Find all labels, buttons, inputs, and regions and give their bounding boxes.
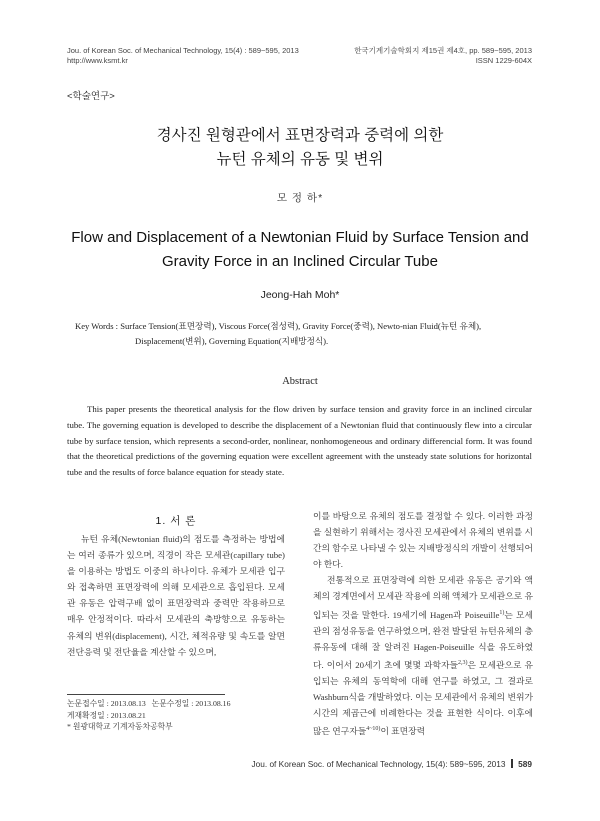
- revised-date: 논문수정일 : 2013.08.16: [151, 699, 231, 708]
- citation-2: 2,3): [458, 659, 468, 666]
- right-paragraph-2-part-c: 은 모세관으로 유입되는 유체의 동역학에 대해 연구를 하였고, 그 결과로 Washburn식을 개발하였다. 이는 모세관에서 유체의 변위가 시간의 제곱근에 비례한다는 것을 표현한 식이다. 이후에 많은 연구자들: [313, 659, 533, 736]
- page-footer: [251, 759, 532, 769]
- journal-issn: ISSN 1229-604X: [475, 56, 532, 65]
- title-en: [0, 226, 600, 274]
- author-ko: 모 정 하*: [276, 192, 324, 204]
- journal-url[interactable]: http://www.ksmt.kr: [67, 56, 128, 65]
- title-en-line1: Flow and Displacement of a Newtonian Fluid by Surface Tension and: [71, 229, 529, 246]
- abstract-heading: Abstract: [282, 376, 318, 387]
- journal-header-right: [354, 46, 532, 66]
- left-paragraph: 뉴턴 유체(Newtonian fluid)의 점도를 측정하는 방법에는 여러 종류가 있으며, 직경이 작은 모세관(capillary tube)을 이용하는 방법도 이중의 하나이다. 유체가 모세관 입구와 접촉하면 표면장력에 의해 모세관으로 흡입된다. 모세관 유동은 압력구배 없이 표면장력과 중력만 작용하므로 매우 안정적이다. 따라서 모세관의 축방향으로 유동하는 유체의 변위(displacement), 시간, 체적유량 및 속도를 알면 전단응력 및 전단율을 계산할 수 있으며,: [67, 534, 285, 657]
- footnotes: [67, 698, 297, 733]
- title-ko-line2: 뉴턴 유체의 유동 및 변위: [216, 151, 384, 168]
- section-heading: 1. 서 론: [155, 515, 197, 527]
- abstract-text: This paper presents the theoretical analysis for the flow driven by surface tension and gravity force in an inclined circular tube. The governing equation is developed to describe the displacement of a Newtonian fluid that continuously flew into a circular tube by surface tension, which represents a second-order, nonlinear, nonhomogeneous and ordinary differencial form. It was found that the theoretical predictions of the governing equation were excellent agreement with the unsteady state solutions for horizontal tube and the results of force balance equation for steady state.: [67, 404, 532, 478]
- right-paragraph-2-part-b: 는 모세관의 점성유동을 연구하였으며, 완전 발달된 뉴턴유체의 층류유동에 대해 잘 알려진 Hagen-Poiseuille 식을 유도하였다. 이어서 20세기 초에 몇몇 과학자들: [313, 609, 533, 670]
- article-type: <학술연구>: [67, 91, 115, 102]
- keywords-line2: Displacement(변위), Governing Equation(지배방정식).: [135, 335, 329, 346]
- accepted-date: 게재확정일 : 2013.08.21: [67, 710, 146, 720]
- footer-citation: Jou. of Korean Soc. of Mechanical Technology, 15(4): 589~595, 2013: [251, 759, 506, 769]
- title-ko-line1: 경사진 원형관에서 표면장력과 중력에 의한: [156, 127, 444, 144]
- title-ko: [0, 124, 600, 172]
- journal-header-left: [67, 46, 299, 66]
- keywords-label: Key Words :: [75, 321, 119, 331]
- footer-separator: [511, 759, 513, 768]
- right-paragraph-1: 이를 바탕으로 유체의 점도를 결정할 수 있다. 이러한 과정을 실현하기 위해서는 경사진 모세관에서 유체의 변위를 시간의 함수로 나타낼 수 있는 지배방정식의 개발이 선행되어야 한다.: [313, 511, 533, 570]
- right-paragraph-2-part-d: 이 표면장력: [380, 725, 426, 736]
- left-column: [67, 531, 285, 660]
- page-number: 589: [518, 759, 532, 769]
- right-paragraph-2: [313, 572, 533, 739]
- citation-3: 4~10): [366, 726, 381, 733]
- keywords-line1: Surface Tension(표면장력), Viscous Force(점성력), Gravity Force(중력), Newto-nian Fluid(뉴턴 유체),: [120, 321, 482, 331]
- right-column: [313, 508, 533, 739]
- footnote-divider: [67, 694, 225, 695]
- journal-citation: Jou. of Korean Soc. of Mechanical Technology, 15(4) : 589~595, 2013: [67, 46, 299, 55]
- keywords: [75, 319, 545, 348]
- right-paragraph-2-part-a: 전통적으로 표면장력에 의한 모세관 유동은 공기와 액체의 경계면에서 모세관 작용에 의해 액체가 모세관으로 유입되는 것을 말한다. 19세기에 Hagen과 Poiseuille: [313, 575, 533, 620]
- title-en-line2: Gravity Force in an Inclined Circular Tube: [162, 253, 438, 270]
- journal-citation-ko: 한국기계기술학회지 제15권 제4호, pp. 589~595, 2013: [354, 46, 532, 55]
- received-date: 논문접수일 : 2013.08.13: [67, 699, 146, 708]
- citation-1: 1): [499, 609, 505, 616]
- affiliation: * 원광대학교 기계자동차공학부: [67, 722, 173, 731]
- author-en: Jeong-Hah Moh*: [260, 289, 340, 301]
